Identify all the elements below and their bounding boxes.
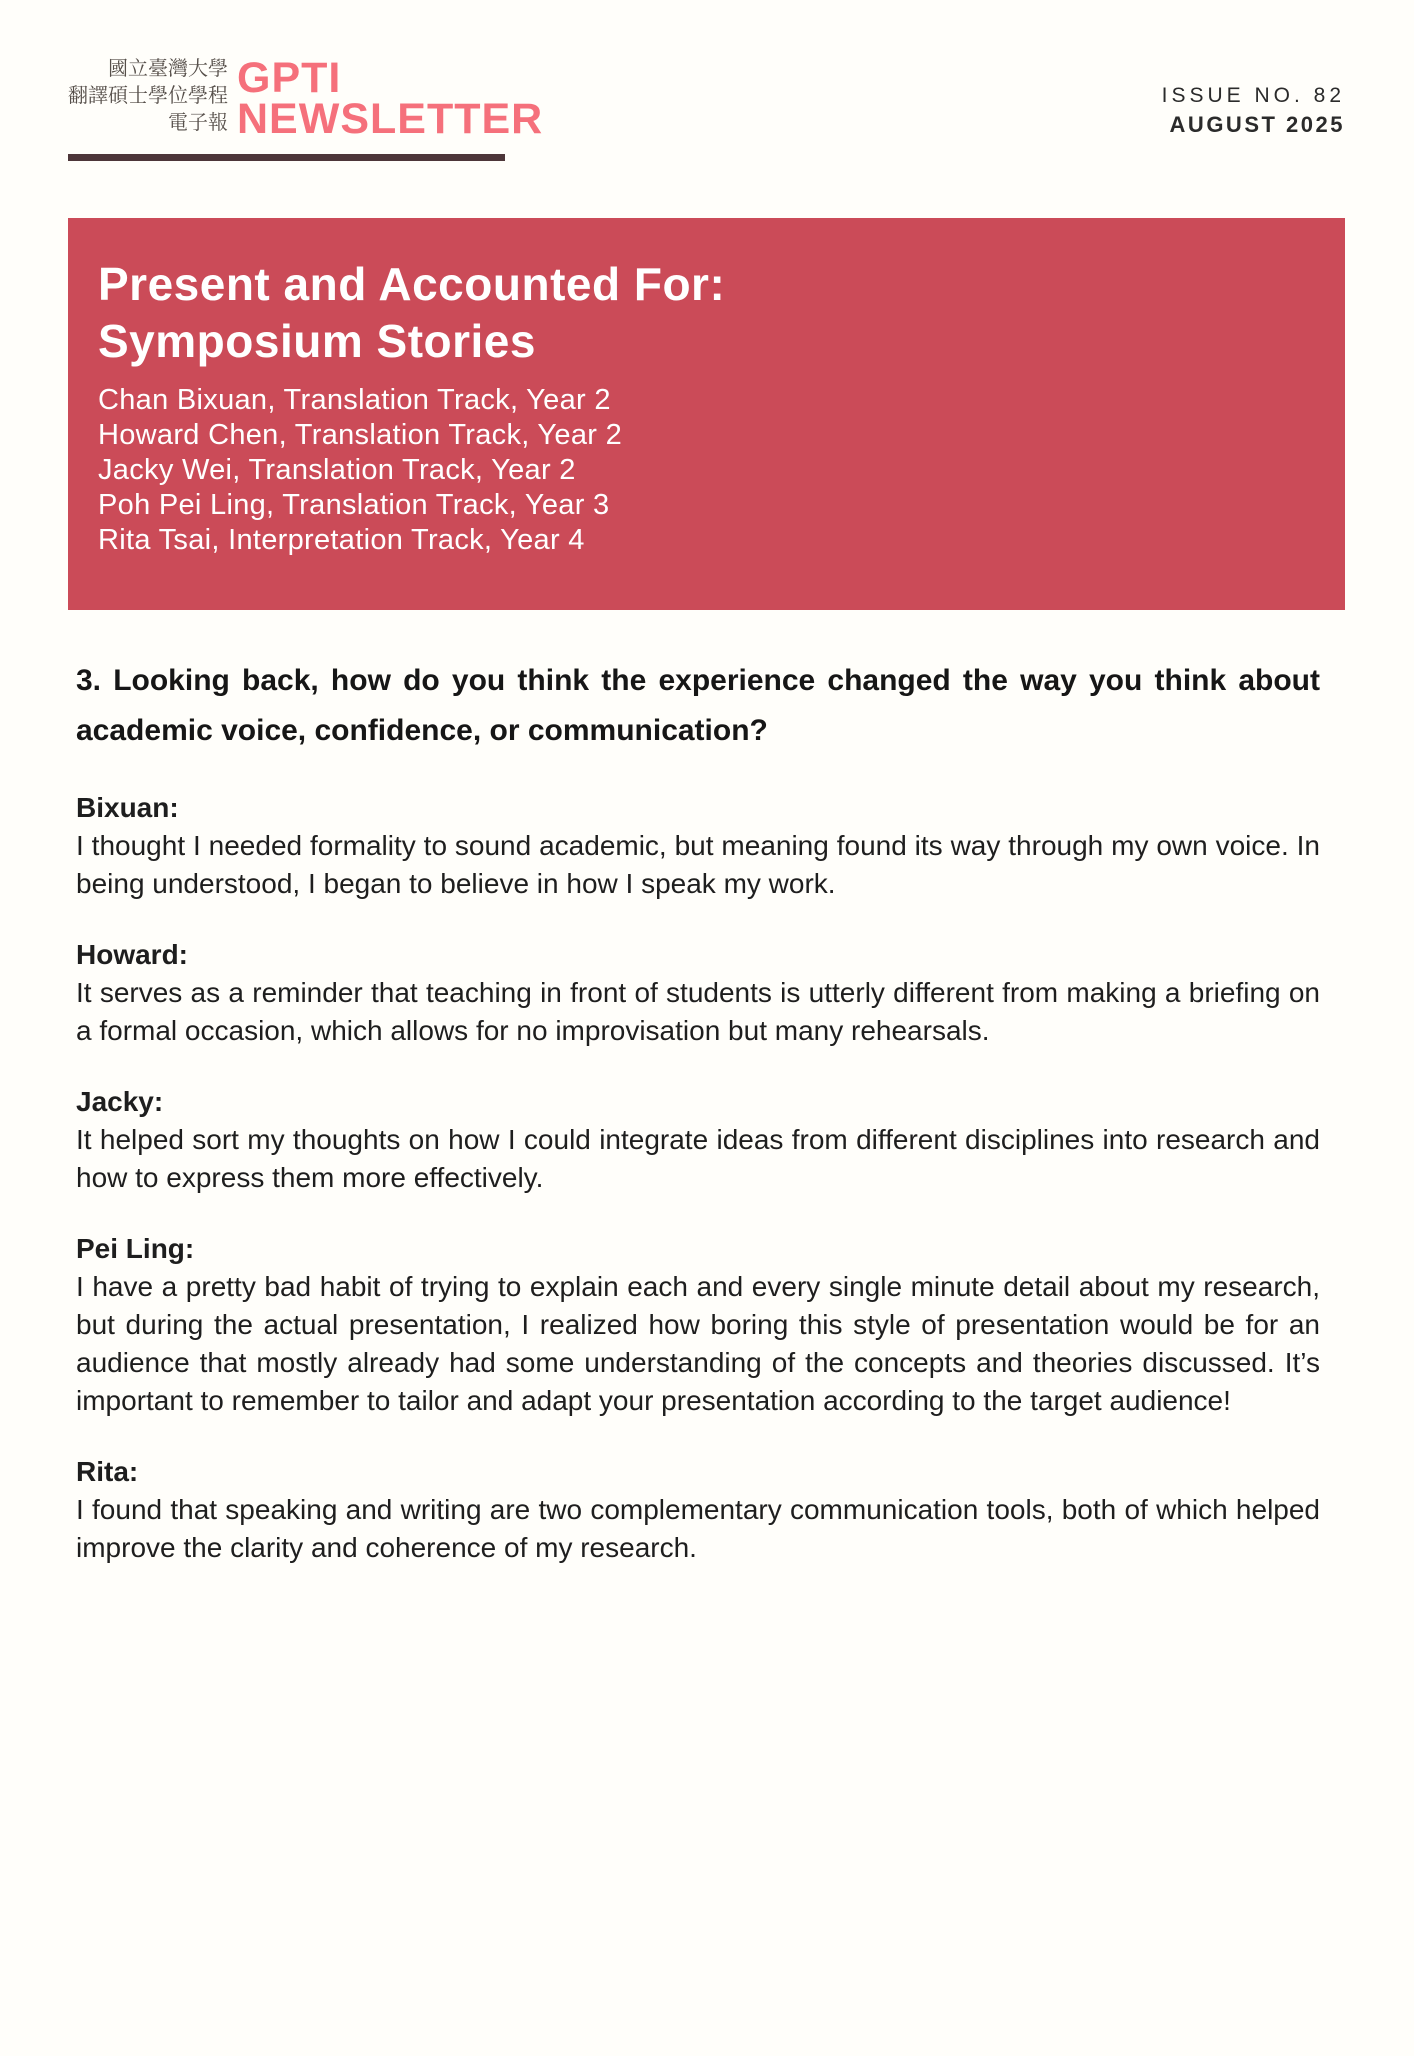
author-line: Poh Pei Ling, Translation Track, Year 3	[98, 489, 610, 521]
author-line: Rita Tsai, Interpretation Track, Year 4	[98, 524, 585, 556]
author-line: Chan Bixuan, Translation Track, Year 2	[98, 384, 611, 416]
gpti-wordmark	[237, 54, 544, 143]
cjk-line: 電子報	[168, 112, 228, 134]
article-banner	[68, 218, 1345, 610]
respondent-name: Rita:	[76, 1456, 139, 1487]
author-line: Howard Chen, Translation Track, Year 2	[98, 419, 623, 451]
issue-date: AUGUST 2025	[1169, 112, 1345, 137]
article-body	[76, 656, 1320, 1567]
respondent-answer: I found that speaking and writing are two complementary communication tools, both of which helped improve the clarity and coherence of my research.	[76, 1494, 1320, 1563]
response-block	[76, 1230, 1320, 1420]
respondent-answer: It serves as a reminder that teaching in front of students is utterly different from making a briefing on a formal occasion, which allows for no improvisation but many rehearsals.	[76, 977, 1320, 1046]
response-block	[76, 1453, 1320, 1567]
respondent-name: Howard:	[76, 939, 188, 970]
wordmark-line-2: NEWSLETTER	[237, 95, 544, 143]
article-title-line-2: Symposium Stories	[98, 315, 536, 367]
respondent-answer: It helped sort my thoughts on how I could integrate ideas from different disciplines into research and how to express them more effectively.	[76, 1124, 1320, 1193]
cjk-line: 翻譯碩士學位學程	[68, 85, 228, 107]
university-name-cjk	[68, 56, 228, 140]
article-title-line-1: Present and Accounted For:	[98, 258, 726, 310]
author-line: Jacky Wei, Translation Track, Year 2	[98, 454, 576, 486]
gpti-logo	[68, 54, 544, 143]
respondent-answer: I have a pretty bad habit of trying to explain each and every single minute detail about my research, but during the actual presentation, I realized how boring this style of presentation would be for an audience that mostly already had some understanding of the concepts and theories discussed. It’s important to remember to tailor and adapt your presentation according to the target audience!	[76, 1271, 1320, 1416]
response-block	[76, 1083, 1320, 1197]
issue-info	[1162, 56, 1345, 138]
newsletter-header	[68, 54, 1345, 143]
response-block	[76, 789, 1320, 903]
wordmark-line-1: GPTI	[237, 54, 342, 102]
responses	[76, 789, 1320, 1567]
cjk-line: 國立臺灣大學	[108, 58, 228, 80]
respondent-name: Pei Ling:	[76, 1233, 195, 1264]
respondent-name: Jacky:	[76, 1086, 164, 1117]
author-list	[98, 383, 1305, 558]
respondent-name: Bixuan:	[76, 792, 179, 823]
interview-question: 3. Looking back, how do you think the experience changed the way you think about academic voice, confidence, or communication?	[76, 664, 1320, 747]
article-title	[98, 256, 1305, 370]
respondent-answer: I thought I needed formality to sound academic, but meaning found its way through my own voice. In being understood, I began to believe in how I speak my work.	[76, 830, 1320, 899]
issue-number: ISSUE NO. 82	[1161, 84, 1345, 107]
response-block	[76, 936, 1320, 1050]
header-rule	[68, 154, 505, 161]
